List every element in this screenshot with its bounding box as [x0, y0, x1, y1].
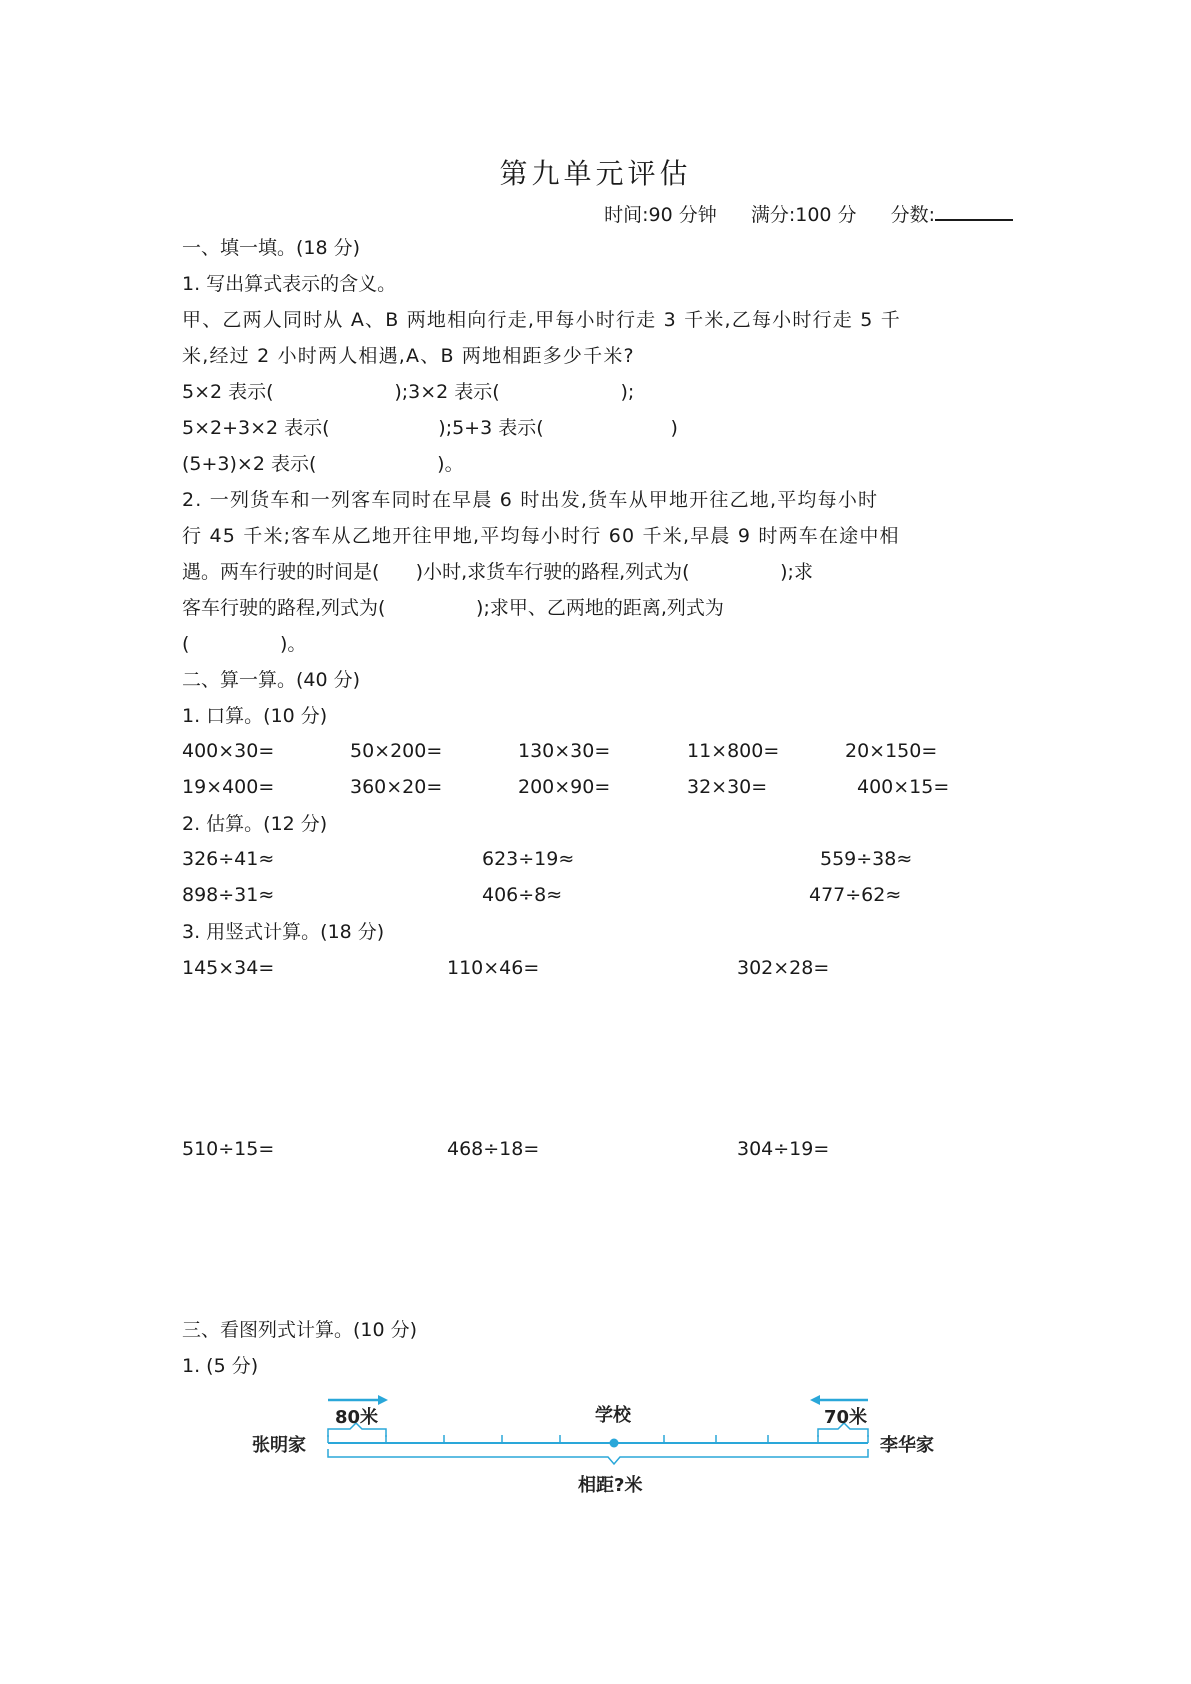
problem: 477÷62≈: [809, 884, 902, 906]
q1-problem-line2: 米,经过 2 小时两人相遇,A、B 两地相距多少千米?: [182, 345, 635, 367]
right-speed-label: 70米: [824, 1407, 868, 1428]
q1-problem-line1: 甲、乙两人同时从 A、B 两地相向行走,甲每小时行走 3 千米,乙每小时行走 5 千: [182, 309, 901, 331]
problem: 406÷8≈: [482, 884, 563, 906]
problem: 32×30=: [687, 776, 768, 798]
problem: 510÷15=: [182, 1138, 275, 1160]
mental-math-label: 1. 口算。(10 分): [182, 705, 328, 727]
problem: 326÷41≈: [182, 848, 275, 870]
q1-blanks-line3[interactable]: (5+3)×2 表示( )。: [182, 453, 464, 475]
problem: 559÷38≈: [820, 848, 913, 870]
score-field: [891, 204, 1013, 226]
q1-label: 1. 写出算式表示的含义。: [182, 273, 397, 295]
problem: 50×200=: [350, 740, 443, 762]
q2-line3[interactable]: 遇。两车行驶的时间是( )小时,求货车行驶的路程,列式为( );求: [182, 561, 813, 583]
problem: 20×150=: [845, 740, 938, 762]
problem: 110×46=: [447, 957, 540, 979]
school-label: 学校: [595, 1405, 631, 1426]
full-score: 满分:100 分: [750, 204, 857, 226]
q2-line1: 2. 一列货车和一列客车同时在早晨 6 时出发,货车从甲地开往乙地,平均每小时: [182, 489, 879, 511]
problem: 400×30=: [182, 740, 275, 762]
estimation-label: 2. 估算。(12 分): [182, 813, 328, 835]
score-blank[interactable]: [935, 201, 1013, 221]
problem: 145×34=: [182, 957, 275, 979]
page-title: 第九单元评估: [499, 157, 692, 190]
distance-diagram: [240, 1385, 940, 1505]
left-speed-label: 80米: [335, 1407, 379, 1428]
problem: 360×20=: [350, 776, 443, 798]
section3-heading: 三、看图列式计算。(10 分): [182, 1319, 418, 1341]
problem: 302×28=: [737, 957, 830, 979]
lihua-home-label: 李华家: [880, 1435, 934, 1456]
problem: 400×15=: [857, 776, 950, 798]
total-distance-label: 相距?米: [578, 1475, 643, 1496]
section1-heading: 一、填一填。(18 分): [182, 237, 361, 259]
problem: 304÷19=: [737, 1138, 830, 1160]
problem: 130×30=: [518, 740, 611, 762]
vertical-calc-label: 3. 用竖式计算。(18 分): [182, 921, 385, 943]
exam-meta: [576, 200, 1013, 227]
problem: 19×400=: [182, 776, 275, 798]
s3-q1-label: 1. (5 分): [182, 1355, 259, 1377]
q2-line5[interactable]: ( )。: [182, 633, 307, 655]
zhangming-home-label: 张明家: [252, 1435, 306, 1456]
q1-blanks-line2[interactable]: 5×2+3×2 表示( );5+3 表示( ): [182, 417, 678, 439]
problem: 11×800=: [687, 740, 780, 762]
section2-heading: 二、算一算。(40 分): [182, 669, 361, 691]
time-limit: 时间:90 分钟: [604, 204, 717, 226]
problem: 623÷19≈: [482, 848, 575, 870]
problem: 898÷31≈: [182, 884, 275, 906]
q2-line4[interactable]: 客车行驶的路程,列式为( );求甲、乙两地的距离,列式为: [182, 597, 724, 619]
problem: 200×90=: [518, 776, 611, 798]
q1-blanks-line1[interactable]: 5×2 表示( );3×2 表示( );: [182, 381, 635, 403]
q2-line2: 行 45 千米;客车从乙地开往甲地,平均每小时行 60 千米,早晨 9 时两车在途中相: [182, 525, 900, 547]
problem: 468÷18=: [447, 1138, 540, 1160]
score-label: 分数:: [890, 204, 935, 226]
